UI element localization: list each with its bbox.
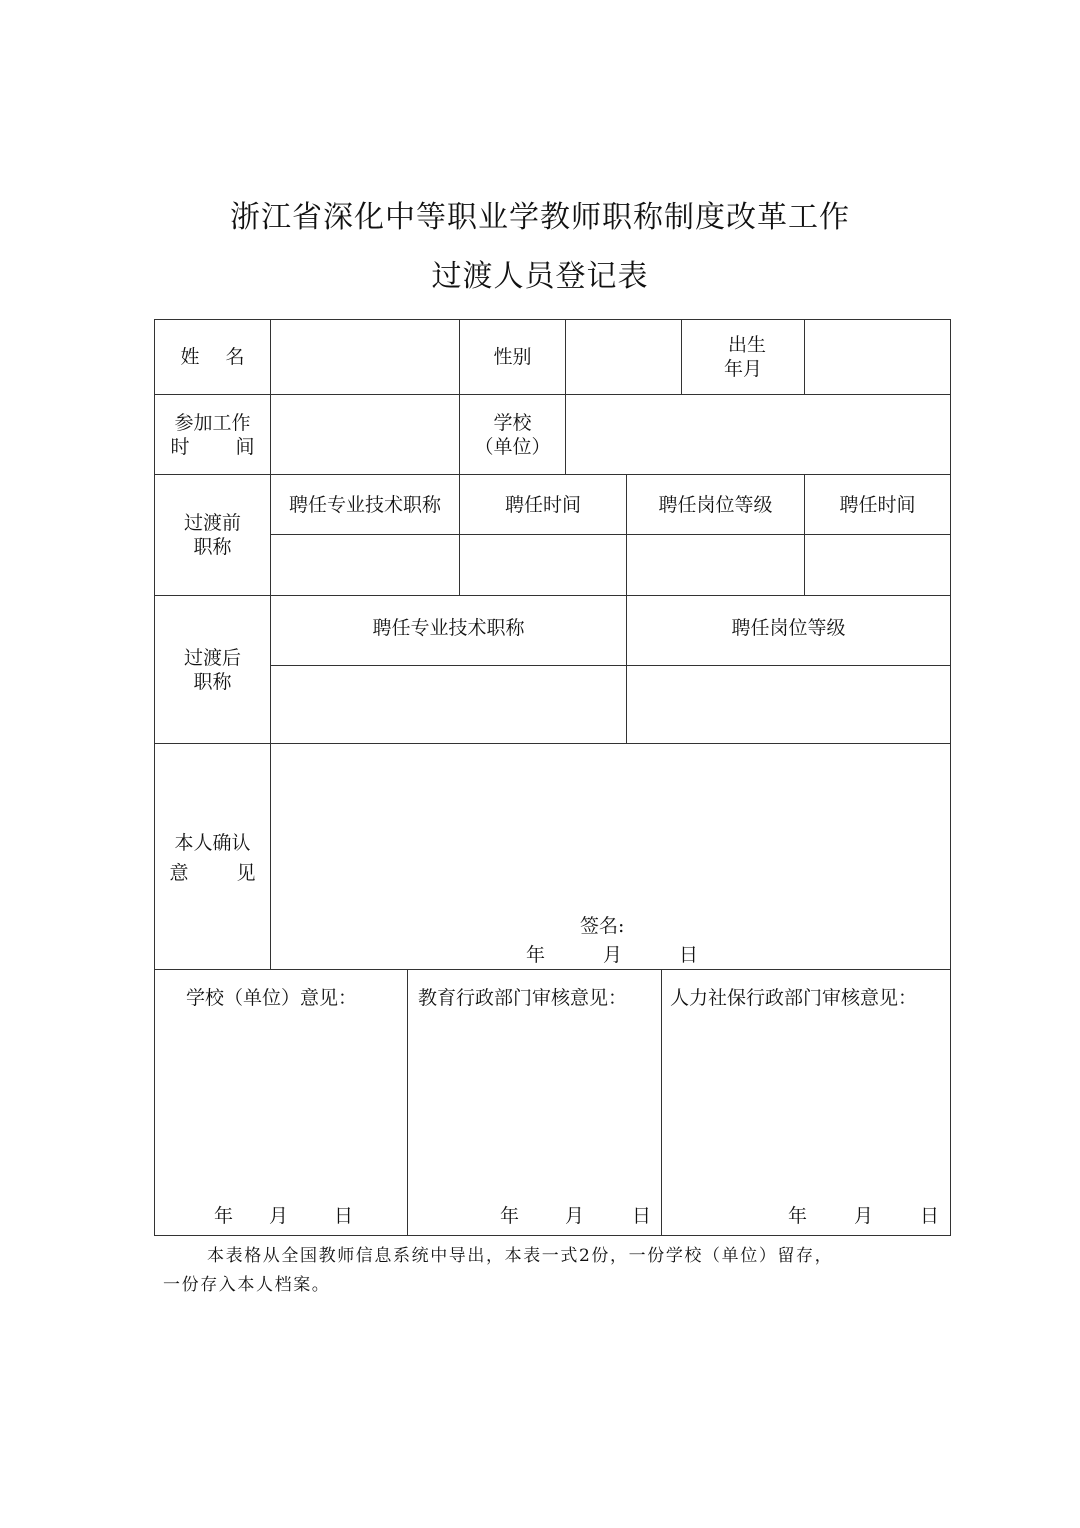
gender-input-cell[interactable] [566, 320, 681, 394]
before-label-b: 职称 [193, 536, 232, 558]
before-label-a: 过渡前 [183, 512, 241, 534]
confirm-date-day: 日 [679, 944, 699, 966]
after-header-level [627, 596, 950, 665]
education-date-year: 年 [500, 1205, 520, 1227]
name-input-cell[interactable] [271, 320, 459, 394]
after-header-title-text: 聘任专业技术职称 [372, 616, 525, 639]
after-label-a: 过渡后 [183, 646, 241, 669]
hrss-opinion-area[interactable] [662, 1015, 950, 1195]
birth-label-b: 年月 [723, 358, 762, 380]
school-label-cell [460, 395, 565, 474]
confirm-label-b1: 意 [169, 861, 189, 884]
hrss-date-day: 日 [920, 1205, 940, 1227]
education-date-month: 月 [565, 1205, 585, 1227]
work-time-label-a: 参加工作 [174, 411, 251, 434]
before-level-input[interactable] [627, 535, 804, 595]
hrss-date-month: 月 [854, 1205, 874, 1227]
school-label-a: 学校 [493, 411, 532, 434]
footnote-line-2: 一份存入本人档案。 [163, 1275, 331, 1295]
school-date-year: 年 [214, 1205, 234, 1227]
after-label-cell [155, 596, 270, 743]
education-date-day: 日 [632, 1205, 652, 1227]
after-header-title [271, 596, 626, 665]
footnote-line-1: 本表格从全国教师信息系统中导出，本表一式2份，一份学校（单位）留存， [207, 1246, 834, 1266]
birth-input-cell[interactable] [805, 320, 950, 394]
after-header-level-text: 聘任岗位等级 [731, 616, 846, 639]
confirm-signature-label: 签名: [580, 915, 625, 937]
before-title-input[interactable] [271, 535, 459, 595]
after-label-b: 职称 [193, 670, 232, 693]
after-title-input[interactable] [271, 666, 626, 743]
before-header-time-text: 聘任时间 [504, 493, 581, 516]
birth-label-a: 出生 [727, 334, 766, 356]
work-time-label-cell [155, 395, 270, 474]
table-border-right [950, 319, 951, 1236]
school-opinion-label: 学校（单位）意见： [186, 987, 358, 1009]
before-header-level [627, 475, 804, 534]
form-subtitle: 过渡人员登记表 [431, 259, 649, 294]
before-level-time-input[interactable] [805, 535, 950, 595]
hrss-opinion-label: 人力社保行政部门审核意见： [670, 987, 918, 1009]
gender-label-cell [460, 320, 565, 394]
birth-label-cell [682, 320, 804, 394]
before-header-title [271, 475, 459, 534]
before-header-level-time-text: 聘任时间 [839, 493, 916, 516]
school-date-day: 日 [334, 1205, 354, 1227]
name-label-a: 姓 [180, 346, 200, 368]
name-label-cell [155, 320, 270, 394]
school-date-month: 月 [269, 1205, 289, 1227]
before-label-cell [155, 475, 270, 595]
school-input-cell[interactable] [566, 395, 950, 474]
work-time-label-b2: 间 [235, 435, 255, 458]
name-label-b: 名 [225, 346, 245, 368]
education-opinion-label: 教育行政部门审核意见： [418, 987, 628, 1009]
row-divider-5 [154, 969, 951, 970]
confirm-date-month: 月 [603, 944, 623, 966]
after-level-input[interactable] [627, 666, 950, 743]
confirm-date-year: 年 [526, 944, 546, 966]
confirm-label-cell [155, 744, 270, 969]
before-header-title-text: 聘任专业技术职称 [288, 493, 441, 516]
work-time-label-b1: 时 [170, 435, 190, 458]
confirm-label-a: 本人确认 [174, 831, 251, 854]
form-title: 浙江省深化中等职业学教师职称制度改革工作 [230, 200, 850, 235]
before-time-input[interactable] [460, 535, 626, 595]
gender-label: 性别 [493, 346, 532, 368]
school-opinion-area[interactable] [155, 1015, 407, 1195]
table-border-bottom [154, 1235, 951, 1236]
before-header-level-text: 聘任岗位等级 [658, 493, 773, 516]
education-opinion-area[interactable] [408, 1015, 661, 1195]
work-time-input-cell[interactable] [271, 395, 459, 474]
hrss-date-year: 年 [788, 1205, 808, 1227]
confirm-input-area[interactable] [271, 744, 950, 904]
before-header-time [460, 475, 626, 534]
before-header-level-time [805, 475, 950, 534]
confirm-label-b2: 见 [236, 861, 256, 884]
school-label-b: （单位） [474, 435, 551, 458]
